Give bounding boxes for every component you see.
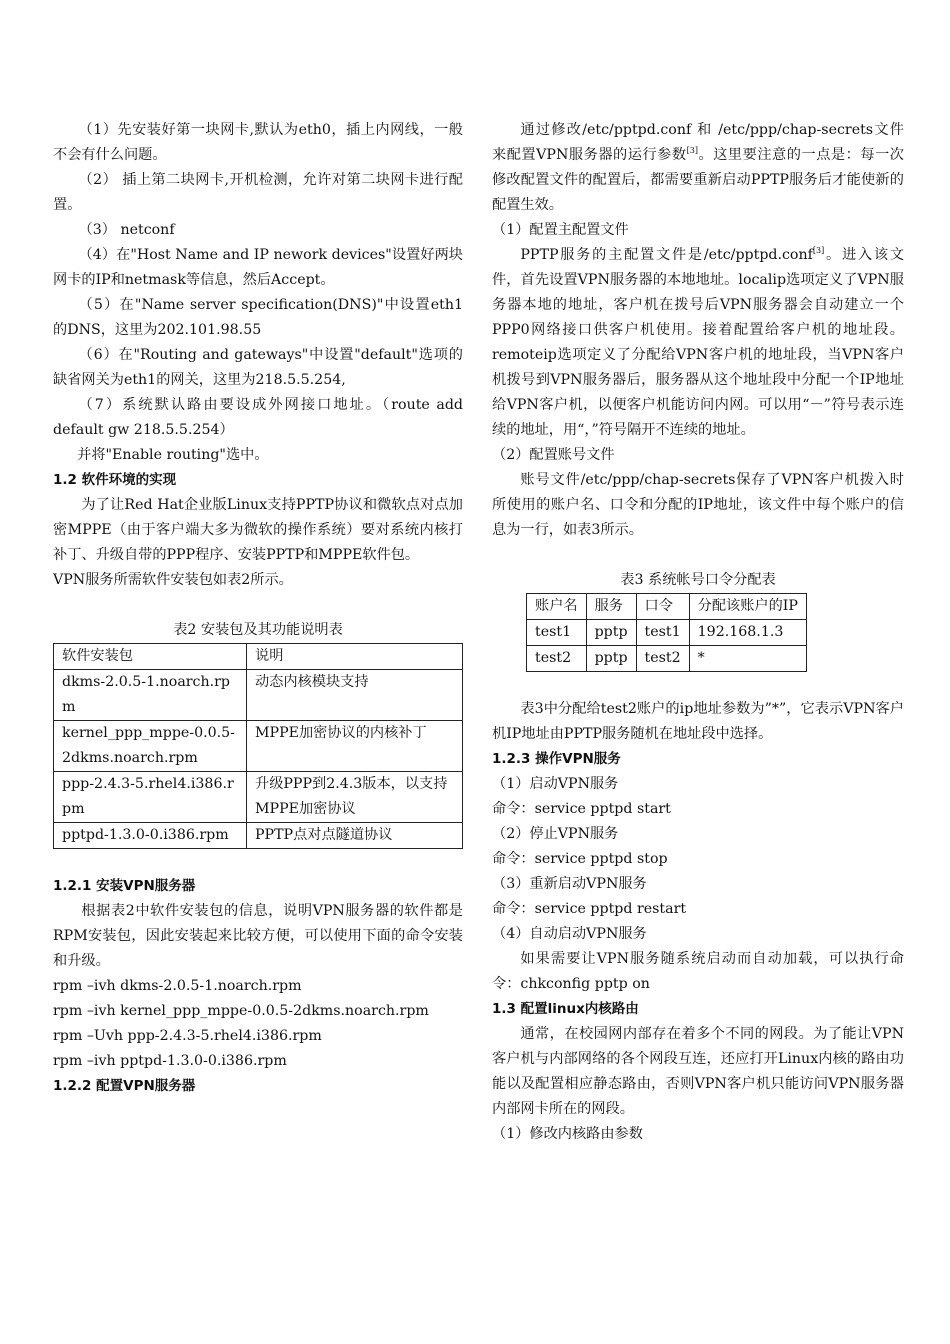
paragraph: （7）系统默认路由要设成外网接口地址。（route add default gw 218.5.5.254） (53, 397, 463, 438)
table-row (54, 772, 463, 823)
command-line: rpm –ivh dkms-2.0.5-1.noarch.rpm (53, 978, 302, 994)
paragraph: 表3中分配给test2账户的ip地址参数为”*”，它表示VPN客户机IP地址由PPTP服务随机在地址段中选择。 (492, 701, 904, 742)
paragraph: 通常，在校园网内部存在着多个不同的网段。为了能让VPN客户机与内部网络的各个网段互连，还应打开Linux内核的路由功能以及配置相应静态路由，否则VPN客户机只能访问VPN服务器内部网卡所在的网段。 (492, 1026, 904, 1117)
table-caption: 表3 系统帐号口令分配表 (620, 572, 776, 588)
command-line: rpm –ivh pptpd-1.3.0-0.i386.rpm (53, 1053, 287, 1069)
header-cell: 分配该账户的IP (689, 594, 806, 620)
section-heading: 1.2 软件环境的实现 (53, 472, 177, 488)
paragraph: 如果需要让VPN服务随系统启动而自动加载，可以执行命令：chkconfig pptp on (492, 951, 904, 992)
table-cell: ppp-2.4.3-5.rhel4.i386.rpm (54, 772, 247, 823)
left-column (53, 118, 463, 1099)
table-cell: test1 (527, 620, 587, 646)
section-heading: 1.2.1 安装VPN服务器 (53, 878, 196, 894)
table-header-row (54, 644, 463, 670)
subsection-label: （1）修改内核路由参数 (492, 1126, 643, 1142)
table-cell: pptpd-1.3.0-0.i386.rpm (54, 823, 247, 849)
table-cell: pptp (586, 620, 636, 646)
table-header-row (527, 594, 807, 620)
table-row (527, 620, 807, 646)
subsection-label: （2）配置账号文件 (492, 447, 615, 463)
table-cell: test2 (527, 646, 587, 672)
paragraph: （5）在"Name server specification(DNS)"中设置eth1的DNS，这里为202.101.98.55 (53, 297, 463, 338)
table-cell: dkms-2.0.5-1.noarch.rpm (54, 670, 247, 721)
table-cell: test2 (636, 646, 689, 672)
table-cell: pptp (586, 646, 636, 672)
paragraph: 账号文件/etc/ppp/chap-secrets保存了VPN客户机拨入时所使用的账户名、口令和分配的IP地址，该文件中每个账户的信息为一行，如表3所示。 (492, 472, 904, 538)
list-item: （3）重新启动VPN服务 (492, 876, 647, 892)
header-cell: 口令 (636, 594, 689, 620)
table-row (54, 670, 463, 721)
section-heading: 1.3 配置linux内核路由 (492, 1001, 639, 1017)
header-cell: 软件安装包 (54, 644, 247, 670)
right-column (492, 118, 904, 1147)
command-line: 命令：service pptpd stop (492, 851, 668, 867)
paragraph: （1）先安装好第一块网卡,默认为eth0，插上内网线，一般不会有什么问题。 (53, 122, 463, 163)
paragraph (492, 243, 904, 443)
citation: [3] (686, 146, 698, 155)
table-caption: 表2 安装包及其功能说明表 (173, 622, 343, 638)
package-table (53, 643, 463, 849)
table-cell: * (689, 646, 806, 672)
command-line: 命令：service pptpd restart (492, 901, 687, 917)
table-row (54, 721, 463, 772)
table-row (527, 646, 807, 672)
paragraph: 为了让Red Hat企业版Linux支持PPTP协议和微软点对点加密MPPE（由于客户端大多为微软的操作系统）要对系统内核打补丁、升级自带的PPP程序、安装PPTP和MPPE软件包。 (53, 497, 463, 563)
paragraph (492, 118, 904, 218)
text: PPTP服务的主配置文件是/etc/pptpd.conf (520, 247, 813, 263)
list-item: （1）启动VPN服务 (492, 776, 619, 792)
paragraph: 并将"Enable routing"选中。 (77, 447, 269, 463)
header-cell: 服务 (586, 594, 636, 620)
table-cell: MPPE加密协议的内核补丁 (247, 721, 463, 772)
header-cell: 账户名 (527, 594, 587, 620)
table-cell: 动态内核模块支持 (247, 670, 463, 721)
command-line: rpm –Uvh ppp-2.4.3-5.rhel4.i386.rpm (53, 1028, 322, 1044)
paragraph: （4）在"Host Name and IP nework devices"设置好两块网卡的IP和netmask等信息，然后Accept。 (53, 247, 463, 288)
header-cell: 说明 (247, 644, 463, 670)
text: 。这里要注意的一点是：每一次修改配置文件的配置后，都需要重新启动PPTP服务后才能使新的配置生效。 (492, 147, 904, 213)
paragraph: （3） netconf (78, 222, 175, 238)
table-row (54, 823, 463, 849)
list-item: （4）自动启动VPN服务 (492, 926, 647, 942)
table-cell: 192.168.1.3 (689, 620, 806, 646)
subsection-label: （1）配置主配置文件 (492, 222, 629, 238)
command-line: rpm –ivh kernel_ppp_mppe-0.0.5-2dkms.noarch.rpm (53, 1003, 429, 1019)
account-table (526, 593, 807, 672)
text: 。进入该文件，首先设置VPN服务器的本地地址。localip选项定义了VPN服务器本地的地址，客户机在拨号后VPN服务器会自动建立一个PPP0网络接口供客户机使用。接着配置给客户机的地址段。remoteip选项定义了分配给VPN客户机的地址段，当VPN客户机拨号到VPN服务器后，服务器从这个地址段中分配一个IP地址给VPN客户机，以便客户机能访问内网。可以用“－”符号表示连续的地址，用“，”符号隔开不连续的地址。 (492, 247, 904, 438)
paragraph: （6）在"Routing and gateways"中设置"default"选项的缺省网关为eth1的网关，这里为218.5.5.254, (53, 347, 463, 388)
citation: [3] (812, 246, 825, 255)
paragraph: （2） 插上第二块网卡,开机检测，允许对第二块网卡进行配置。 (53, 172, 463, 213)
list-item: （2）停止VPN服务 (492, 826, 619, 842)
table-cell: PPTP点对点隧道协议 (247, 823, 463, 849)
section-heading: 1.2.3 操作VPN服务 (492, 751, 621, 767)
table-cell: 升级PPP到2.4.3版本，以支持MPPE加密协议 (247, 772, 463, 823)
table-cell: test1 (636, 620, 689, 646)
paragraph: 根据表2中软件安装包的信息，说明VPN服务器的软件都是RPM安装包，因此安装起来比较方便，可以使用下面的命令安装和升级。 (53, 903, 463, 969)
command-line: 命令：service pptpd start (492, 801, 671, 817)
text: 通过修改/etc/pptpd.conf 和 /etc/ppp/chap-secrets文件来配置VPN服务器的运行参数 (492, 122, 904, 163)
section-heading: 1.2.2 配置VPN服务器 (53, 1078, 196, 1094)
table-cell: kernel_ppp_mppe-0.0.5-2dkms.noarch.rpm (54, 721, 247, 772)
paragraph: VPN服务所需软件安装包如表2所示。 (53, 572, 293, 588)
